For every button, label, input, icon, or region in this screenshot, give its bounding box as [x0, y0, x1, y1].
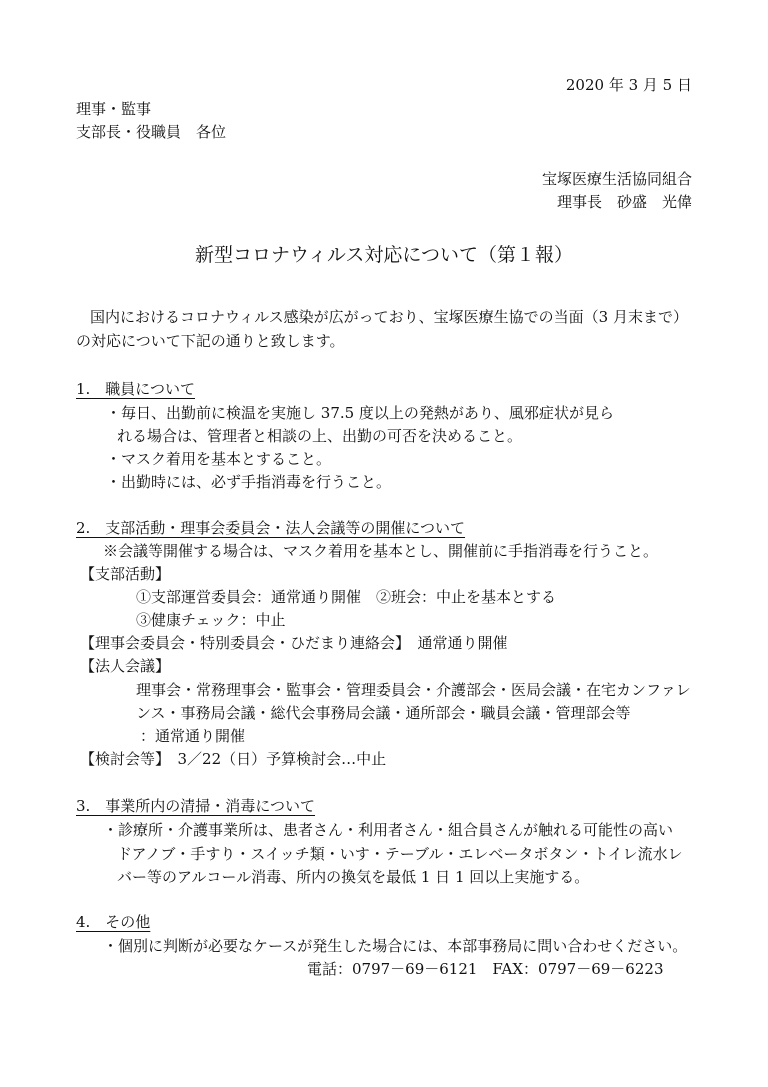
subsection-label: 【支部活動】 [80, 565, 171, 583]
list-item: ：通常通り開催 [140, 727, 246, 745]
subsection-label: 【法人会議】 [80, 657, 171, 675]
sender-name: 理事長 砂盛 光偉 [556, 193, 692, 211]
list-item: ・マスク着用を基本とすること。 [106, 450, 332, 468]
subsection-line: 【理事会委員会・特別委員会・ひだまり連絡会】 通常通り開催 [80, 634, 508, 652]
section-heading: 2. 支部活動・理事会委員会・法人会議等の開催について [76, 519, 466, 537]
list-item: ドアノブ・手すり・スイッチ類・いす・テーブル・エレベータボタン・トイレ流水レ [117, 845, 683, 863]
sender-organization: 宝塚医療生活協同組合 [541, 170, 692, 188]
list-item: ・個別に判断が必要なケースが発生した場合には、本部事務局に問い合わせください。 [103, 937, 688, 955]
list-item: ・診療所・介護事業所は、患者さん・利用者さん・組合員さんが触れる可能性の高い [103, 821, 674, 839]
contact-line: 電話：0797－69－6121 FAX：0797－69－6223 [307, 960, 664, 978]
list-item: ンス・事務局会議・総代会事務局会議・通所部会・職員会議・管理部会等 [136, 704, 631, 722]
list-item: バー等のアルコール消毒、所内の換気を最低 1 日 1 回以上実施する。 [117, 868, 590, 886]
list-item: ③健康チェック：中止 [136, 611, 286, 629]
section-note: ※会議等開催する場合は、マスク着用を基本とし、開催前に手指消毒を行うこと。 [103, 542, 659, 560]
list-item: ・出勤時には、必ず手指消毒を行うこと。 [106, 473, 392, 491]
section-heading: 3. 事業所内の清掃・消毒について [76, 797, 316, 815]
recipient-line: 理事・監事 [76, 100, 152, 118]
section-heading: 1. 職員について [76, 380, 196, 398]
list-item: れる場合は、管理者と相談の上、出勤の可否を決めること。 [117, 427, 523, 445]
intro-line: 国内におけるコロナウィルス感染が広がっており、宝塚医療生協での当面（3 月末まで） [90, 308, 688, 326]
subsection-line: 【検討会等】 3／22（日）予算検討会…中止 [80, 750, 387, 768]
list-item: 理事会・常務理事会・監事会・管理委員会・介護部会・医局会議・在宅カンファレ [136, 681, 691, 699]
list-item: ①支部運営委員会：通常通り開催 ②班会：中止を基本とする [136, 588, 557, 606]
list-item: ・毎日、出勤前に検温を実施し 37.5 度以上の発熱があり、風邪症状が見ら [106, 404, 614, 422]
section-heading: 4. その他 [76, 913, 151, 931]
document-title: 新型コロナウィルス対応について（第１報） [195, 244, 573, 266]
recipient-line: 支部長・役職員 各位 [76, 123, 227, 141]
intro-line: の対応について下記の通りと致します。 [76, 332, 345, 350]
document-date: 2020 年 3 月 5 日 [565, 76, 692, 94]
